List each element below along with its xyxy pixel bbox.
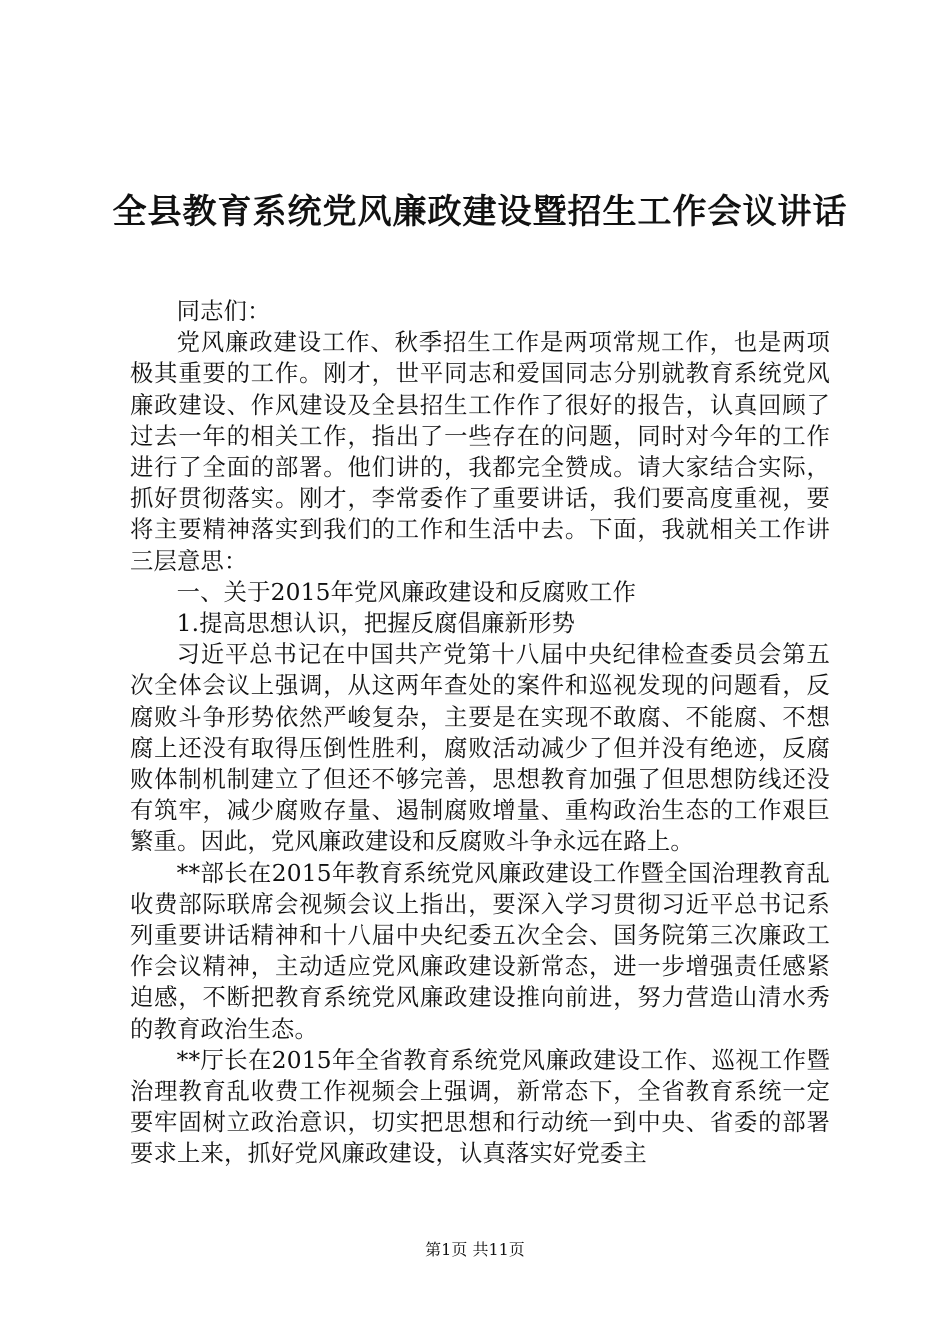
body-paragraph: **厅长在2015年全省教育系统党风廉政建设工作、巡视工作暨治理教育乱收费工作视频会上强调，新常态下，全省教育系统一定要牢固树立政治意识，切实把思想和行动统一到中央、省委的部署要求上来，抓好党风廉政建设，认真落实好党委主 (130, 1046, 830, 1168)
document-body (130, 296, 830, 1170)
subsection-heading: 1.提高思想认识，把握反腐倡廉新形势 (176, 610, 576, 638)
document-title: 全县教育系统党风廉政建设暨招生工作会议讲话 (112, 192, 848, 232)
body-paragraph: 习近平总书记在中国共产党第十八届中央纪律检查委员会第五次全体会议上强调，从这两年查处的案件和巡视发现的问题看，反腐败斗争形势依然严峻复杂，主要是在实现不敢腐、不能腐、不想腐上还没有取得压倒性胜利，腐败活动减少了但并没有绝迹，反腐败体制机制建立了但还不够完善，思想教育加强了但思想防线还没有筑牢，减少腐败存量、遏制腐败增量、重构政治生态的工作艰巨繁重。因此，党风廉政建设和反腐败斗争永远在路上。 (130, 641, 830, 856)
page-footer: 第1页 共11页 (425, 1240, 525, 1259)
salutation: 同志们： (176, 298, 271, 325)
section-heading: 一、关于2015年党风廉政建设和反腐败工作 (176, 578, 637, 606)
body-paragraph: **部长在2015年教育系统党风廉政建设工作暨全国治理教育乱收费部际联席会视频会议上指出，要深入学习贯彻习近平总书记系列重要讲话精神和十八届中央纪委五次全会、国务院第三次廉政工作会议精神，主动适应党风廉政建设新常态，进一步增强责任感紧迫感，不断把教育系统党风廉政建设推向前进，努力营造山清水秀的教育政治生态。 (130, 859, 830, 1043)
intro-paragraph: 党风廉政建设工作、秋季招生工作是两项常规工作，也是两项极其重要的工作。刚才，世平同志和爱国同志分别就教育系统党风廉政建设、作风建设及全县招生工作作了很好的报告，认真回顾了过去一年的相关工作，指出了一些存在的问题，同时对今年的工作进行了全面的部署。他们讲的，我都完全赞成。请大家结合实际，抓好贯彻落实。刚才，李常委作了重要讲话，我们要高度重视，要将主要精神落实到我们的工作和生活中去。下面，我就相关工作讲三层意思： (130, 329, 830, 575)
